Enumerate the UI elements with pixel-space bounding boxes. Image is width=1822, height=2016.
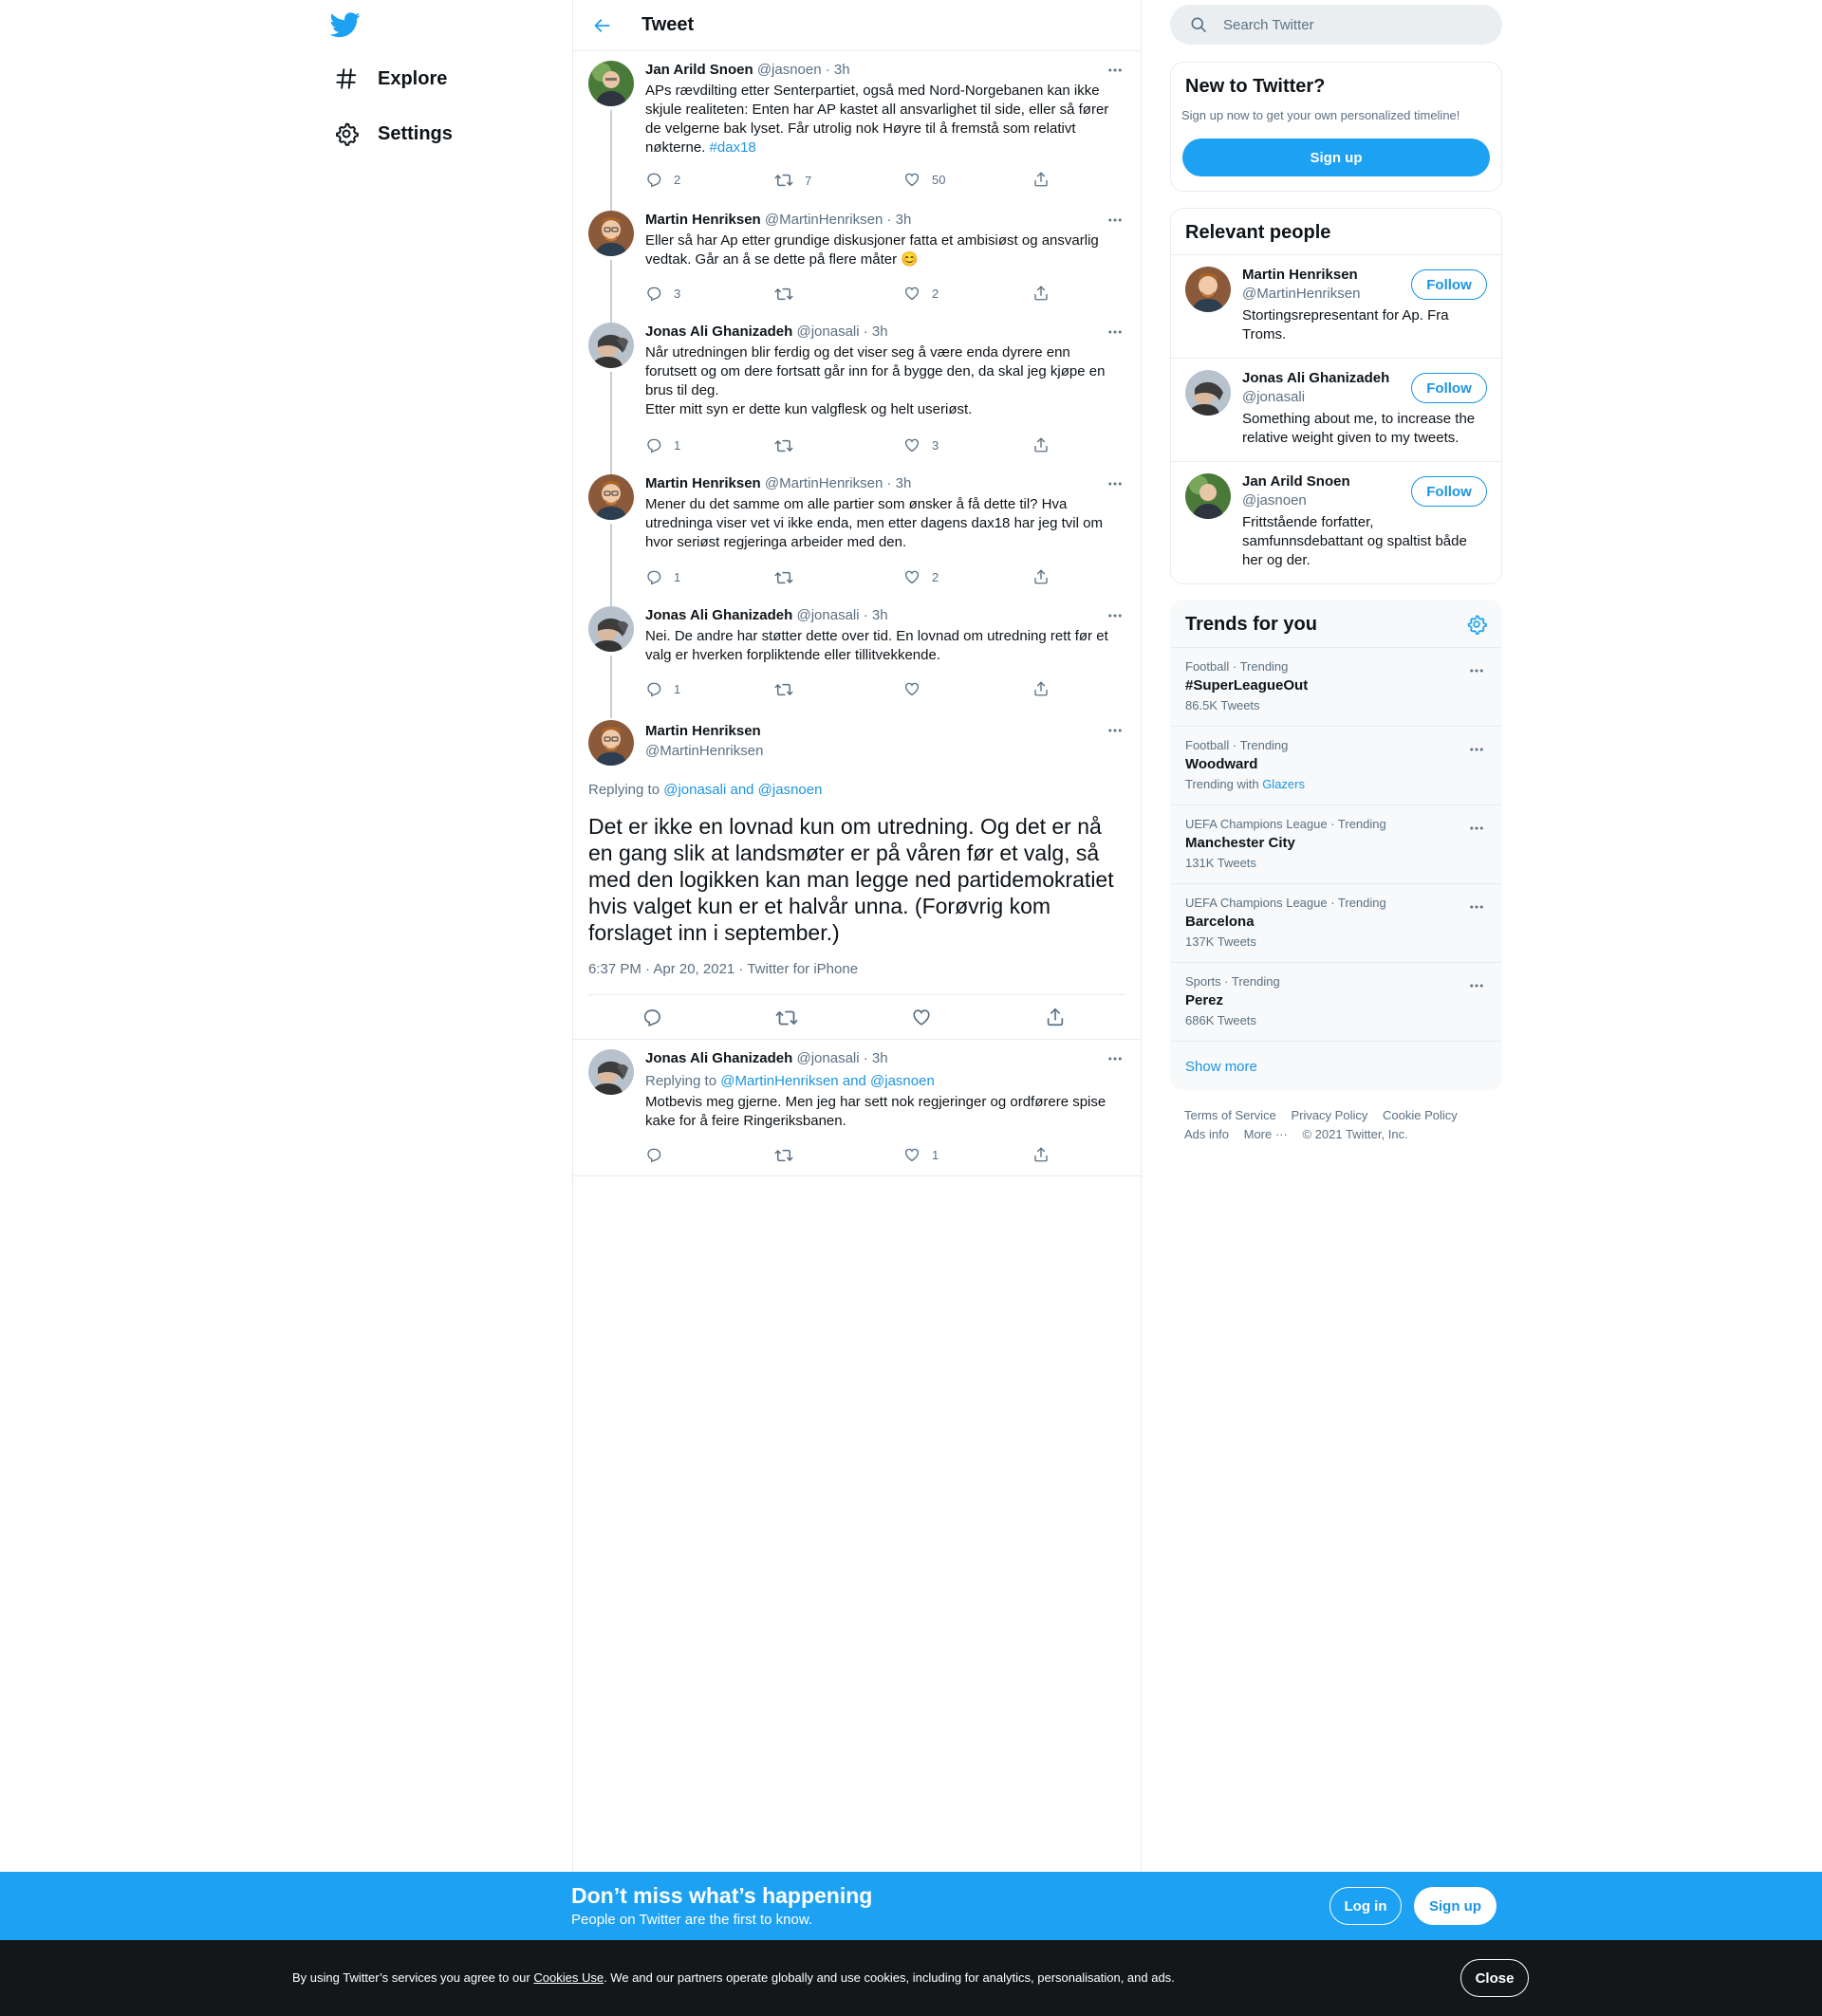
avatar[interactable] <box>1185 473 1231 519</box>
trend-count: 137K Tweets <box>1185 934 1256 949</box>
author-handle: @MartinHenriksen <box>764 475 883 491</box>
share-button[interactable] <box>1032 285 1050 302</box>
like-count: 1 <box>932 1147 939 1162</box>
retweet-button[interactable] <box>774 285 805 304</box>
reply-count: 1 <box>674 681 681 696</box>
like-count: 3 <box>932 437 939 453</box>
reply-count: 1 <box>674 569 681 584</box>
retweet-icon <box>774 171 793 190</box>
nav-settings[interactable] <box>334 110 453 157</box>
avatar[interactable] <box>588 606 634 652</box>
search-icon <box>1189 15 1208 34</box>
cookie-text <box>292 1970 1175 1985</box>
thread-connector <box>610 110 612 201</box>
reply-icon <box>641 1007 662 1027</box>
person-name: Jonas Ali Ghanizadeh <box>1242 370 1390 386</box>
card-title: Trends for you <box>1185 614 1317 635</box>
reply-count: 1 <box>674 437 681 453</box>
share-button[interactable] <box>1032 568 1050 585</box>
tweet-meta <box>645 606 1125 625</box>
avatar[interactable] <box>1185 267 1231 312</box>
person-handle: @MartinHenriksen <box>1242 286 1361 302</box>
more-icon[interactable] <box>1105 606 1125 625</box>
avatar[interactable] <box>588 1049 634 1095</box>
tweet-meta <box>645 211 1125 230</box>
hashtag-link[interactable]: #dax18 <box>709 139 756 156</box>
reply-button[interactable] <box>645 568 680 585</box>
share-icon <box>1032 568 1050 585</box>
author-handle: @MartinHenriksen <box>645 743 764 759</box>
thread-connector <box>610 313 612 323</box>
person-handle: @jonasali <box>1242 389 1306 405</box>
thread-connector <box>610 465 612 474</box>
trends-card <box>1170 600 1502 1090</box>
tweet-actions <box>645 680 1063 701</box>
retweet-icon <box>774 1146 793 1165</box>
retweet-icon <box>774 680 793 699</box>
author-name[interactable]: Martin Henriksen <box>645 723 761 739</box>
author-handle: @jonasali <box>796 1050 860 1066</box>
settings-gear-icon[interactable] <box>1466 614 1487 635</box>
tweet-meta <box>645 474 1125 493</box>
cookie-close-button[interactable]: Close <box>1460 1959 1529 1997</box>
twitter-logo-icon[interactable] <box>330 9 361 40</box>
tweet-time[interactable]: · 3h <box>886 212 912 228</box>
privacy-link[interactable]: Privacy Policy <box>1291 1108 1368 1122</box>
more-icon[interactable] <box>1466 819 1487 838</box>
search-input[interactable] <box>1223 17 1489 33</box>
tweet-time[interactable]: · 3h <box>863 607 888 623</box>
card-subtitle: Sign up now to get your own personalized timeline! <box>1181 108 1460 122</box>
thread-tweet[interactable] <box>573 51 1141 201</box>
more-icon[interactable] <box>1105 211 1125 230</box>
trend-category: UEFA Champions League · Trending <box>1185 817 1386 831</box>
trend-with <box>1185 777 1305 791</box>
trend-with-prefix: Trending with <box>1185 777 1259 791</box>
person-bio: Frittstående forfatter, samfunnsdebattant og spaltist både her og der. <box>1242 514 1467 568</box>
more-icon[interactable] <box>1105 721 1125 740</box>
author-handle: @jonasali <box>796 324 860 340</box>
trend-name: Manchester City <box>1185 835 1295 851</box>
reply-icon <box>645 568 662 585</box>
tweet-text-content: APs rævdilting etter Senterpartiet, også med Nord-Norgebanen kan ikke skjule realiteten: Enten har AP kastet all ansvarlighet til side, eller så fører de velgerne bak lyset. Får utrolig nok Høyre til å fremstå som relativt nøkterne. <box>645 83 1109 156</box>
trend-category: UEFA Champions League · Trending <box>1185 896 1386 910</box>
like-button[interactable] <box>903 1146 939 1163</box>
like-count: 2 <box>932 286 939 301</box>
more-icon[interactable] <box>1466 897 1487 916</box>
signup-banner <box>0 1872 1822 1940</box>
banner-signup-button[interactable]: Sign up <box>1414 1887 1497 1925</box>
trend-name: Barcelona <box>1185 914 1255 930</box>
tweet-text: Mener du det samme om alle partier som ønsker å få dette til? Hva utredninga viser vet vi ikke enda, men etter dagens dax18 har jeg tvil om hvor seriøst regjeringa arbeider med den. <box>645 496 1103 550</box>
tweet-text: Det er ikke en lovnad kun om utredning. Og det er nå en gang slik at landsmøter er på våren før et valg, så med den logikken kan man legge ned partidemokratiet hvis valget kun er et halvår unna. (Forøvrig kom forslaget inn i september.) <box>588 814 1114 945</box>
retweet-button[interactable] <box>774 680 805 699</box>
like-button[interactable] <box>903 568 939 585</box>
replying-to-prefix: Replying to <box>645 1073 717 1089</box>
tweet-body <box>645 606 1125 665</box>
trend-with-link[interactable]: Glazers <box>1262 777 1305 791</box>
trend-item[interactable] <box>1171 883 1501 962</box>
show-more-row[interactable] <box>1171 1041 1501 1090</box>
tweet-body <box>645 474 1125 552</box>
banner-title: Don’t miss what’s happening <box>571 1883 873 1908</box>
like-count: 50 <box>932 172 946 187</box>
tweet-meta <box>645 323 1125 342</box>
tweet-timestamp[interactable]: 6:37 PM · Apr 20, 2021 · Twitter for iPhone <box>588 961 859 977</box>
more-icon[interactable] <box>1105 1049 1125 1068</box>
tweet-time[interactable]: · 3h <box>825 62 850 78</box>
thread-tweet[interactable] <box>573 465 1141 597</box>
author-name[interactable]: Jonas Ali Ghanizadeh <box>645 324 793 340</box>
cookies-use-link[interactable]: Cookies Use <box>533 1970 604 1985</box>
share-button[interactable] <box>1032 680 1050 697</box>
nav-explore[interactable] <box>334 55 447 102</box>
terms-link[interactable]: Terms of Service <box>1184 1108 1276 1122</box>
thread-connector <box>610 260 612 313</box>
tweet-actions <box>645 568 1063 589</box>
reply-count: 2 <box>674 172 681 187</box>
heart-icon <box>903 1146 920 1163</box>
search-box[interactable] <box>1170 5 1502 45</box>
person-item[interactable] <box>1171 254 1501 358</box>
retweet-icon <box>774 285 793 304</box>
retweet-button[interactable] <box>774 1146 805 1165</box>
person-bio: Something about me, to increase the relative weight given to my tweets. <box>1242 411 1476 446</box>
thread-tweet[interactable] <box>573 313 1141 465</box>
tweet-text <box>645 231 1125 269</box>
author-name[interactable]: Martin Henriksen <box>645 212 761 228</box>
heart-icon <box>903 436 920 453</box>
trend-count: 686K Tweets <box>1185 1013 1256 1027</box>
focused-tweet <box>573 709 1141 1040</box>
reply-icon <box>645 171 662 188</box>
replying-to <box>645 1072 1125 1091</box>
trend-count: 131K Tweets <box>1185 856 1256 870</box>
reply-icon <box>645 680 662 697</box>
show-more-link[interactable]: Show more <box>1185 1059 1257 1075</box>
divider <box>588 994 1125 995</box>
reply-icon <box>645 436 662 453</box>
share-icon <box>1032 285 1050 302</box>
share-icon <box>1032 1146 1050 1163</box>
trend-item[interactable] <box>1171 647 1501 726</box>
reply-button[interactable] <box>641 1007 662 1027</box>
tweet-actions <box>645 1146 1063 1167</box>
tweet-actions <box>645 285 1063 305</box>
trend-name: #SuperLeagueOut <box>1185 677 1309 694</box>
thread-connector <box>610 372 612 465</box>
share-icon <box>1032 680 1050 697</box>
reply-count: 3 <box>674 286 681 301</box>
cookie-policy-link[interactable]: Cookie Policy <box>1382 1108 1458 1122</box>
more-icon[interactable] <box>1105 61 1125 80</box>
author-name[interactable]: Jonas Ali Ghanizadeh <box>645 1050 793 1066</box>
share-button[interactable] <box>1032 436 1050 453</box>
share-button[interactable] <box>1032 1146 1050 1163</box>
reply-button[interactable] <box>645 171 680 188</box>
new-to-twitter-card <box>1170 62 1502 192</box>
tweet-body <box>645 1049 1125 1131</box>
retweet-button[interactable] <box>774 568 805 587</box>
share-icon <box>1032 171 1050 188</box>
reply-tweet[interactable] <box>573 1040 1141 1176</box>
trend-name: Woodward <box>1185 756 1258 772</box>
like-button[interactable] <box>903 680 932 697</box>
trend-count: 86.5K Tweets <box>1185 698 1260 712</box>
signup-button[interactable]: Sign up <box>1182 139 1490 176</box>
replying-to-prefix: Replying to <box>588 782 660 798</box>
author-handle: @jonasali <box>796 607 860 623</box>
follow-button[interactable]: Follow <box>1411 269 1487 300</box>
avatar[interactable] <box>588 323 634 368</box>
tweet-actions <box>573 1007 1141 1029</box>
cookie-text-prefix: By using Twitter’s services you agree to our <box>292 1970 530 1985</box>
more-icon[interactable] <box>1466 661 1487 680</box>
avatar[interactable] <box>588 61 634 106</box>
trend-item[interactable] <box>1171 805 1501 883</box>
more-icon[interactable] <box>1105 323 1125 342</box>
heart-icon <box>903 285 920 302</box>
person-item[interactable] <box>1171 358 1501 461</box>
tweet-text-content: Eller så har Ap etter grundige diskusjoner fatta et ambisiøst og ansvarlig vedtak. Går an å se dette på flere måter <box>645 232 1099 268</box>
reply-button[interactable] <box>645 285 680 302</box>
person-handle: @jasnoen <box>1242 492 1307 509</box>
retweet-button[interactable] <box>774 436 805 455</box>
share-button[interactable] <box>1032 171 1050 188</box>
author-handle: @jasnoen <box>756 62 822 78</box>
reply-button[interactable] <box>645 1146 674 1163</box>
like-button[interactable] <box>911 1007 932 1027</box>
replying-to-links[interactable]: @jonasali and @jasnoen <box>663 782 823 798</box>
trend-category: Football · Trending <box>1185 738 1289 752</box>
tweet-body <box>645 323 1125 419</box>
like-count: 2 <box>932 569 939 584</box>
login-button[interactable]: Log in <box>1329 1887 1402 1925</box>
tweet-actions <box>645 171 1063 192</box>
share-icon <box>1032 436 1050 453</box>
footer-links <box>1184 1108 1469 1122</box>
tweet-time[interactable]: · 3h <box>886 475 912 491</box>
relevant-people-card <box>1170 208 1502 584</box>
share-icon <box>1045 1007 1066 1027</box>
retweet-icon <box>774 568 793 587</box>
retweet-button[interactable] <box>775 1007 798 1029</box>
trend-category: Sports · Trending <box>1185 974 1280 989</box>
more-icon[interactable] <box>1105 474 1125 493</box>
follow-button[interactable]: Follow <box>1411 373 1487 403</box>
thread-connector <box>610 709 612 718</box>
trend-item[interactable] <box>1171 726 1501 805</box>
card-title: Relevant people <box>1185 222 1331 243</box>
more-icon[interactable] <box>1466 740 1487 759</box>
thread-tweet[interactable] <box>573 597 1141 709</box>
author-name[interactable]: Martin Henriksen <box>645 475 761 491</box>
hashtag-icon <box>334 66 359 91</box>
copyright: © 2021 Twitter, Inc. <box>1302 1127 1408 1141</box>
avatar[interactable] <box>1185 370 1231 416</box>
author-name[interactable]: Jonas Ali Ghanizadeh <box>645 607 793 623</box>
heart-icon <box>903 171 920 188</box>
person-name: Jan Arild Snoen <box>1242 473 1350 490</box>
reply-button[interactable] <box>645 680 680 697</box>
retweet-icon <box>774 436 793 455</box>
retweet-icon <box>775 1007 798 1029</box>
like-button[interactable] <box>903 436 939 453</box>
tweet-meta <box>645 61 1125 80</box>
avatar[interactable] <box>588 211 634 256</box>
share-button[interactable] <box>1045 1007 1066 1027</box>
follow-button[interactable]: Follow <box>1411 476 1487 507</box>
thread-connector <box>610 201 612 211</box>
banner-subtitle: People on Twitter are the first to know. <box>571 1912 813 1928</box>
reply-icon <box>645 1146 662 1163</box>
tweet-text: Motbevis meg gjerne. Men jeg har sett nok regjeringer og ordførere spise kake for å feire Ringeriksbanen. <box>645 1094 1106 1129</box>
gear-icon <box>334 121 359 146</box>
tweet-text: Nei. De andre har støtter dette over tid. En lovnad om utredning rett før et valg er hverken forpliktende eller tillitvekkende. <box>645 628 1108 663</box>
tweet-time[interactable]: · 3h <box>863 324 888 340</box>
back-arrow-icon[interactable] <box>588 11 617 40</box>
page-header <box>573 0 1141 51</box>
trend-category: Football · Trending <box>1185 659 1289 674</box>
trend-name: Perez <box>1185 992 1224 1008</box>
cookie-text-suffix: . We and our partners operate globally and use cookies, including for analytics, personalisation, and ads. <box>604 1970 1175 1985</box>
tweet-meta <box>645 1049 1125 1068</box>
cookie-consent-bar <box>0 1940 1822 2016</box>
thread-connector <box>610 524 612 597</box>
replying-to <box>588 782 822 798</box>
tweet-body <box>645 211 1125 269</box>
thread-connector <box>610 656 612 709</box>
tweet-body <box>645 61 1125 157</box>
thread-tweet[interactable] <box>573 201 1141 313</box>
retweet-button[interactable] <box>774 171 811 190</box>
more-icon[interactable] <box>1466 976 1487 995</box>
tweet-text: Når utredningen blir ferdig og det viser seg å være enda dyrere enn forutsett og om dere fortsatt går inn for å bygge den, da skal jeg kjøpe en brus til deg. <box>645 344 1106 398</box>
heart-icon <box>903 680 920 697</box>
author-handle: @MartinHenriksen <box>764 212 883 228</box>
smiling-face-emoji: 😊 <box>901 251 920 268</box>
heart-icon <box>903 568 920 585</box>
thread-connector <box>610 597 612 606</box>
like-button[interactable] <box>903 171 945 188</box>
footer-links-row-2 <box>1184 1127 1420 1141</box>
like-button[interactable] <box>903 285 939 302</box>
heart-icon <box>911 1007 932 1027</box>
person-item[interactable] <box>1171 461 1501 584</box>
main-column <box>572 0 1142 1874</box>
avatar[interactable] <box>588 474 634 520</box>
replying-to-links[interactable]: @MartinHenriksen and @jasnoen <box>720 1073 935 1089</box>
more-menu-link[interactable]: More ··· <box>1243 1127 1288 1141</box>
author-name[interactable]: Jan Arild Snoen <box>645 62 753 78</box>
nav-settings-label: Settings <box>378 122 453 144</box>
tweet-actions <box>645 436 1063 457</box>
person-bio: Stortingsrepresentant for Ap. Fra Troms. <box>1242 307 1449 342</box>
reply-icon <box>645 285 662 302</box>
trend-item[interactable] <box>1171 962 1501 1041</box>
ads-info-link[interactable]: Ads info <box>1184 1127 1229 1141</box>
avatar[interactable] <box>588 720 634 766</box>
nav-explore-label: Explore <box>378 67 448 89</box>
tweet-text-line-2: Etter mitt syn er dette kun valgflesk og helt useriøst. <box>645 401 973 417</box>
reply-button[interactable] <box>645 436 680 453</box>
page-title: Tweet <box>641 14 695 35</box>
retweet-count: 7 <box>805 173 812 188</box>
tweet-text <box>645 82 1125 157</box>
person-name: Martin Henriksen <box>1242 267 1358 283</box>
card-title: New to Twitter? <box>1185 76 1326 97</box>
tweet-time[interactable]: · 3h <box>863 1050 888 1066</box>
